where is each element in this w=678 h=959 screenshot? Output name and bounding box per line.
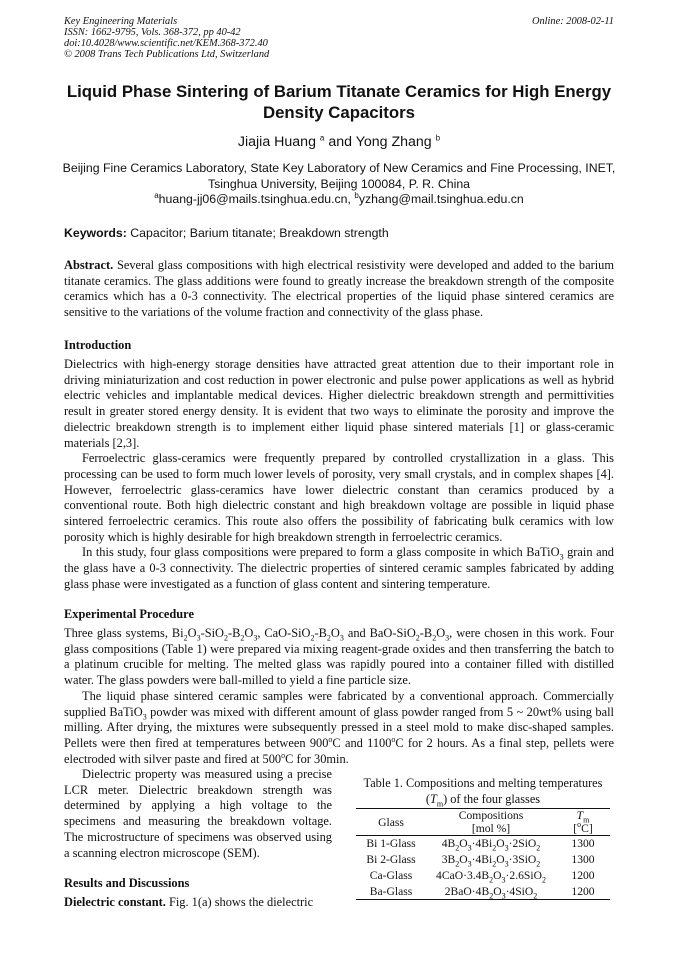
cell-glass: Bi 2-Glass — [366, 853, 416, 866]
results-text: Fig. 1(a) shows the dielectric — [165, 895, 314, 909]
intro-paragraph-3 — [64, 545, 614, 592]
caption-a: Table 1. Compositions and melting temperatures ( — [363, 776, 603, 806]
col-comp: Compositions — [426, 809, 556, 823]
c: 2 — [492, 843, 497, 853]
degree-sign: o — [328, 734, 333, 744]
tm-unit-close: C] — [581, 822, 593, 835]
exp-p1-f: , CaO-SiO — [257, 626, 311, 640]
author-line — [40, 134, 638, 150]
experimental-heading: Experimental Procedure — [64, 607, 194, 621]
c: O — [459, 837, 468, 851]
cell-glass: Ba-Glass — [356, 884, 426, 900]
c: 2 — [533, 891, 538, 901]
exp-p1-l: , were chosen in this work. Four glass compositions (Table 1) were prepared via mixing reagent-grade oxides and then transferring the batch to a platinum crucible for melting. The melted glass was rapidly poured into a container filled with distilled water. The glass powders were ball-milled to yield a fine particle size. — [64, 626, 614, 688]
c: O — [496, 853, 505, 866]
cell-tm: 1300 — [571, 837, 595, 851]
c: 3 — [501, 891, 506, 901]
table-row — [356, 884, 610, 900]
intro-paragraph-2: Ferroelectric glass-ceramics were frequently prepared by controlled crystallization in a glass. This processing can be used to form much lower levels of porosity, very small crystals, and in complex shapes [4]. However, ferroelectric glass-ceramics have lower dielectric constant than ceramics produced by a conventional route. Both high dielectric constant and high breakdown voltage are possible in liquid phase sintered ferroelectric ceramics. This route also offers the possibility of fabricating bulk ceramics with low porosity which is highly desirable for high breakdown strength in ferroelectric ceramics. — [64, 451, 614, 544]
online-date: Online: 2008-02-11 — [531, 16, 614, 27]
copyright-line: © 2008 Trans Tech Publications Ltd, Switzerland — [64, 49, 270, 60]
sub: 3 — [142, 711, 147, 721]
issn-line: ISSN: 1662-9795, Vols. 368-372, pp 40-42 — [64, 27, 241, 38]
c: ·4Bi — [471, 853, 493, 866]
table-row — [356, 836, 610, 852]
author-and: and — [324, 134, 356, 150]
col-comp-unit: [mol %] — [426, 822, 556, 836]
results-label: Dielectric constant. — [64, 895, 166, 909]
table-row — [356, 868, 610, 884]
exp-p2-b: powder was mixed with different amount of glass powder ranged from 5 ~ 20wt% using ball milling. After drying, the mixtures were subsequently pressed in a steel mold to make disc-shaped samples. Pellets were then fired at temperatures between 900 — [64, 704, 615, 750]
experimental-paragraph-3: Dielectric property was measured using a precise LCR meter. Dielectric breakdown strength was determined by applying a high voltage to the specimens and measuring the breakdown voltage. The microstructure of specimens was observed using a scanning electron microscope (SEM). — [64, 767, 332, 860]
sub: 3 — [196, 633, 201, 643]
sub: 2 — [240, 633, 245, 643]
journal-name: Key Engineering Materials — [64, 16, 178, 27]
intro-p3-sub: 3 — [559, 552, 564, 562]
c: 4B — [441, 837, 456, 851]
experimental-paragraph-1 — [64, 626, 614, 689]
c: 3 — [504, 843, 509, 853]
sub: 3 — [339, 633, 344, 643]
c: 3 — [501, 875, 506, 885]
cell-glass: Ca-Glass — [369, 869, 413, 882]
degree-sign: o — [391, 734, 396, 744]
keywords-text: Capacitor; Barium titanate; Breakdown strength — [126, 226, 389, 240]
email-a[interactable]: huang-jj06@mails.tsinghua.edu.cn, — [158, 192, 351, 206]
sub: 2 — [223, 633, 228, 643]
c: ·2SiO — [508, 837, 537, 851]
email-a-mark: a — [154, 190, 159, 200]
col-tm-unit — [556, 822, 610, 836]
sub: 2 — [326, 633, 331, 643]
sub: 2 — [183, 633, 188, 643]
caption-b: ) of the four glasses — [443, 791, 541, 806]
keywords — [64, 226, 389, 240]
cell-glass: Bi 1-Glass — [366, 837, 416, 851]
exp-p1-j: -B — [419, 626, 433, 640]
author-1: Jiajia Huang — [237, 134, 316, 150]
email-b-mark: b — [354, 190, 359, 200]
abstract-label: Abstract. — [64, 258, 114, 272]
results-paragraph — [64, 895, 332, 911]
c: 2BaO·4B — [444, 884, 490, 898]
experimental-body — [64, 626, 614, 767]
sub: 3 — [253, 633, 258, 643]
c: ·3SiO — [508, 853, 537, 866]
author-2: Yong Zhang — [355, 134, 432, 150]
cell-comp — [426, 852, 556, 868]
c: 2 — [489, 891, 494, 901]
sub: 3 — [445, 633, 450, 643]
author-2-mark: b — [435, 133, 441, 143]
cell-tm: 1200 — [556, 884, 610, 900]
exp-p2-c: C and 1100 — [332, 735, 392, 750]
cell-tm: 1300 — [571, 853, 595, 866]
cell-comp — [426, 884, 556, 900]
c: 3 — [467, 859, 472, 869]
caption-m: m — [436, 798, 444, 808]
email-line — [40, 192, 638, 206]
table-row — [356, 852, 610, 868]
c: 4CaO·3.4B — [436, 869, 490, 882]
c: 3B — [441, 853, 456, 866]
c: O — [493, 869, 502, 882]
exp-p1-e: O — [244, 626, 254, 640]
c: 2 — [536, 859, 541, 869]
tm-unit-deg: o — [577, 820, 582, 830]
author-1-mark: a — [319, 133, 325, 143]
col-glass: Glass — [356, 809, 426, 836]
intro-p3-a: In this study, four glass compositions were prepared to form a glass composite in which BaTiO — [82, 545, 560, 560]
keywords-label: Keywords: — [64, 226, 127, 240]
c: 2 — [541, 875, 546, 885]
intro-heading: Introduction — [64, 338, 132, 352]
exp-p1-i: and BaO-SiO — [343, 626, 416, 640]
c: ·4SiO — [505, 884, 534, 898]
doi-line: doi:10.4028/www.scientific.net/KEM.368-372.40 — [64, 38, 268, 49]
sub: 2 — [415, 633, 420, 643]
exp-p1-h: O — [330, 626, 340, 640]
cell-comp — [426, 836, 556, 852]
journal-header — [64, 16, 269, 60]
degree-sign: o — [281, 750, 286, 760]
email-b[interactable]: yzhang@mail.tsinghua.edu.cn — [358, 192, 524, 206]
c: 2 — [455, 859, 460, 869]
col-tm — [556, 809, 610, 823]
col-tm-t: T — [576, 809, 584, 822]
col-tm-sub: m — [583, 815, 590, 825]
experimental-paragraph-2 — [64, 689, 614, 768]
c: 2 — [492, 859, 497, 869]
affiliation: Beijing Fine Ceramics Laboratory, State Key Laboratory of New Ceramics and Fine Processing, INET, Tsinghua University, Beijing 100084, P. R. China — [62, 161, 616, 191]
c: ·2.6SiO — [505, 869, 542, 882]
results-heading: Results and Discussions — [64, 876, 190, 890]
exp-p1-k: O — [436, 626, 446, 640]
c: O — [459, 853, 468, 866]
c: ·4Bi — [471, 837, 493, 851]
intro-paragraph-1: Dielectrics with high-energy storage densities have attracted great attention due to their important role in driving miniaturization and cost reduction in power electronic and pulse power applications as well as hybrid electric vehicles and implantable medical devices. Higher dielectric breakdown strength and permittivities result in greater stored energy density. It is evident that two ways to eliminate the porosity and improve the dielectric breakdown strength is to implement either liquid phase sintered materials [1] or glass-ceramic materials [2,3]. — [64, 357, 614, 450]
exp-p1-b: O — [187, 626, 197, 640]
cell-tm: 1200 — [571, 869, 595, 882]
tm-unit-open: [ — [573, 822, 578, 835]
c: 2 — [536, 843, 541, 853]
exp-p1-a: Three glass systems, Bi — [64, 626, 184, 640]
abstract-text: Several glass compositions with high electrical resistivity were developed and added to the barium titanate ceramics. The glass additions were found to greatly increase the breakdown strength of the composite ceramics which has a 0-3 connectivity. The electrical properties of the liquid phase sintered ceramics are sensitive to the variations of the volume fraction and connectivity of the glass phase. — [64, 258, 614, 320]
caption-t: T — [430, 791, 437, 806]
composition-table — [356, 808, 610, 900]
table-caption — [356, 776, 610, 807]
sub: 2 — [310, 633, 315, 643]
exp-p1-c: -SiO — [200, 626, 224, 640]
intro-p3-b: grain and the glass have a 0-3 connectivity. The dielectric properties of sintered ceramic samples fabricated by adding glass phase were investigated as a function of glass content and sintering temperature. — [64, 545, 614, 591]
c: O — [496, 837, 505, 851]
c: O — [493, 884, 502, 898]
c: 3 — [504, 859, 509, 869]
c: 3 — [467, 843, 472, 853]
intro-body — [64, 357, 614, 593]
exp-p1-d: -B — [227, 626, 241, 640]
exp-p1-g: -B — [314, 626, 327, 640]
exp-p2-a: The liquid phase sintered ceramic samples were fabricated by a conventional approach. Commercially supplied BaTiO — [64, 688, 614, 719]
exp-p2-d: C for 2 hours. As a final step, pellets were electroded with silver paste and fired at 500 — [64, 735, 614, 766]
sub: 2 — [432, 633, 437, 643]
c: 2 — [489, 875, 494, 885]
cell-comp — [426, 868, 556, 884]
c: 2 — [455, 843, 460, 853]
abstract — [64, 258, 614, 321]
paper-title: Liquid Phase Sintering of Barium Titanate Ceramics for High Energy Density Capacitors — [66, 82, 612, 122]
exp-p2-e: C for 30min. — [285, 751, 349, 766]
